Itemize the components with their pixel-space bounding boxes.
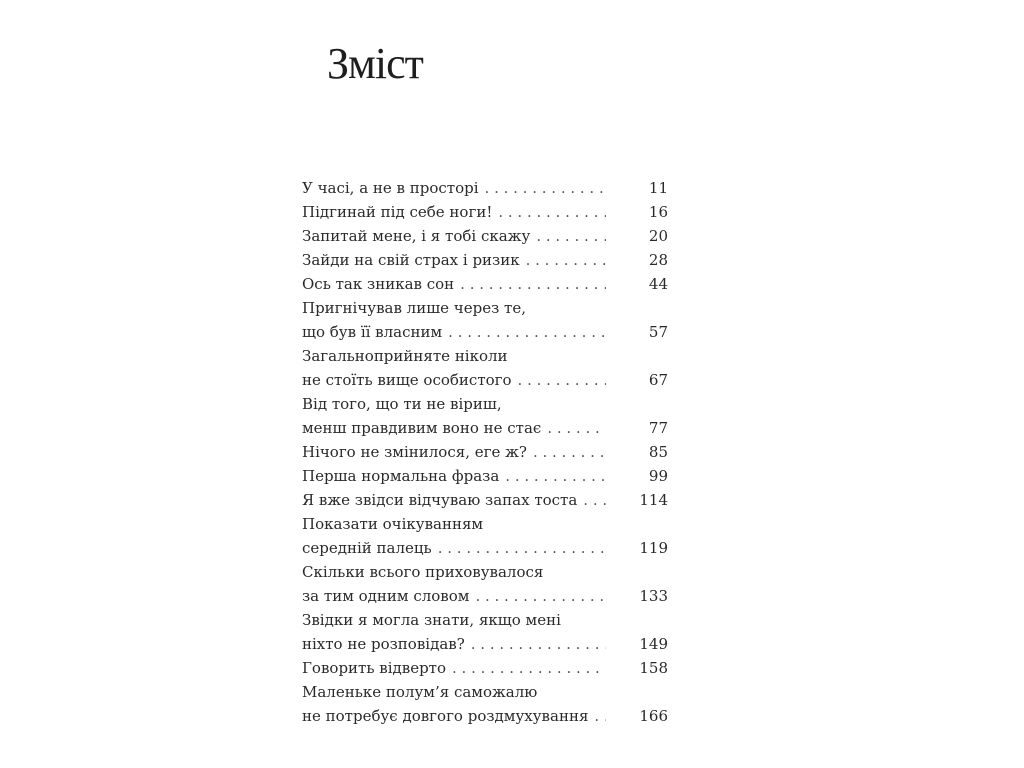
dot-leader — [583, 488, 606, 512]
toc-line — [302, 704, 668, 728]
toc-entry[interactable] — [302, 440, 668, 464]
page-number: 158 — [639, 659, 668, 677]
page-number: 44 — [648, 275, 668, 293]
toc-entry[interactable] — [302, 248, 668, 272]
toc-entry[interactable] — [302, 464, 668, 488]
toc-entry[interactable] — [302, 272, 668, 296]
toc-line — [302, 536, 668, 560]
toc-line — [302, 632, 668, 656]
chapter-title: Говорить відверто — [302, 659, 447, 677]
dot-leader — [460, 272, 606, 296]
page-number: 77 — [648, 419, 668, 437]
dot-leader — [533, 440, 606, 464]
toc-entry[interactable] — [302, 512, 668, 560]
page-number: 85 — [648, 443, 668, 461]
dot-leader — [485, 176, 606, 200]
dot-leader — [594, 704, 606, 728]
chapter-title: Маленьке полум’я саможалю — [302, 683, 538, 701]
page-number: 16 — [648, 203, 668, 221]
toc-line — [302, 176, 668, 200]
page-number: 67 — [648, 371, 668, 389]
dot-leader — [475, 584, 606, 608]
page-number: 57 — [648, 323, 668, 341]
toc-entry[interactable] — [302, 608, 668, 656]
toc-line — [302, 512, 668, 536]
toc-line — [302, 248, 668, 272]
dot-leader — [526, 248, 606, 272]
dot-leader — [498, 200, 606, 224]
toc-entry[interactable] — [302, 392, 668, 440]
dot-leader — [505, 464, 606, 488]
toc-entry[interactable] — [302, 224, 668, 248]
toc-entry[interactable] — [302, 488, 668, 512]
toc-line — [302, 320, 668, 344]
page-number: 133 — [639, 587, 668, 605]
toc-entry[interactable] — [302, 680, 668, 728]
page-number: 149 — [639, 635, 668, 653]
toc-entry[interactable] — [302, 344, 668, 392]
page-number: 99 — [648, 467, 668, 485]
toc-line — [302, 416, 668, 440]
dot-leader — [448, 320, 606, 344]
toc-line — [302, 224, 668, 248]
toc-line — [302, 344, 668, 368]
page-number: 20 — [648, 227, 668, 245]
toc-entry[interactable] — [302, 656, 668, 680]
dot-leader — [471, 632, 606, 656]
toc-line — [302, 440, 668, 464]
chapter-title: Перша нормальна фраза — [302, 467, 500, 485]
toc-line — [302, 368, 668, 392]
toc-line — [302, 464, 668, 488]
chapter-title: Запитай мене, і я тобі скажу — [302, 227, 531, 245]
toc-line — [302, 392, 668, 416]
chapter-title: Підгинай під себе ноги! — [302, 203, 493, 221]
toc-line — [302, 200, 668, 224]
page-number: 11 — [648, 179, 668, 197]
dot-leader — [452, 656, 606, 680]
chapter-title: ніхто не розповідав? — [302, 635, 465, 653]
chapter-title: менш правдивим воно не стає — [302, 419, 542, 437]
chapter-title: Я вже звідси відчуваю запах тоста — [302, 491, 578, 509]
chapter-title: У часі, а не в просторі — [302, 179, 479, 197]
chapter-title: Ось так зникав сон — [302, 275, 455, 293]
toc-entry[interactable] — [302, 296, 668, 344]
page-number: 119 — [639, 539, 668, 557]
toc-line — [302, 680, 668, 704]
toc-entry[interactable] — [302, 200, 668, 224]
toc-line — [302, 488, 668, 512]
chapter-title: за тим одним словом — [302, 587, 470, 605]
toc-line — [302, 608, 668, 632]
dot-leader — [547, 416, 606, 440]
toc-line — [302, 272, 668, 296]
chapter-title: не стоїть вище особистого — [302, 371, 512, 389]
page-number: 28 — [648, 251, 668, 269]
chapter-title: Пригнічував лише через те, — [302, 299, 526, 317]
page-number: 166 — [639, 707, 668, 725]
dot-leader — [536, 224, 606, 248]
toc-entry[interactable] — [302, 560, 668, 608]
chapter-title: Показати очікуванням — [302, 515, 484, 533]
chapter-title: не потребує довгого роздмухування — [302, 707, 589, 725]
chapter-title: Нічого не змінилося, еге ж? — [302, 443, 527, 461]
chapter-title: Від того, що ти не віриш, — [302, 395, 502, 413]
chapter-title: Звідки я могла знати, якщо мені — [302, 611, 561, 629]
toc-line — [302, 656, 668, 680]
toc-line — [302, 584, 668, 608]
dot-leader — [438, 536, 606, 560]
page-number: 114 — [639, 491, 668, 509]
chapter-title: середній палець — [302, 539, 432, 557]
table-of-contents — [302, 176, 668, 728]
chapter-title: Зайди на свій страх і ризик — [302, 251, 520, 269]
chapter-title: Загальноприйняте ніколи — [302, 347, 508, 365]
toc-line — [302, 296, 668, 320]
dot-leader — [518, 368, 606, 392]
chapter-title: що був її власним — [302, 323, 443, 341]
page-title: Зміст — [327, 39, 423, 88]
toc-line — [302, 560, 668, 584]
chapter-title: Скільки всього приховувалося — [302, 563, 544, 581]
toc-entry[interactable] — [302, 176, 668, 200]
